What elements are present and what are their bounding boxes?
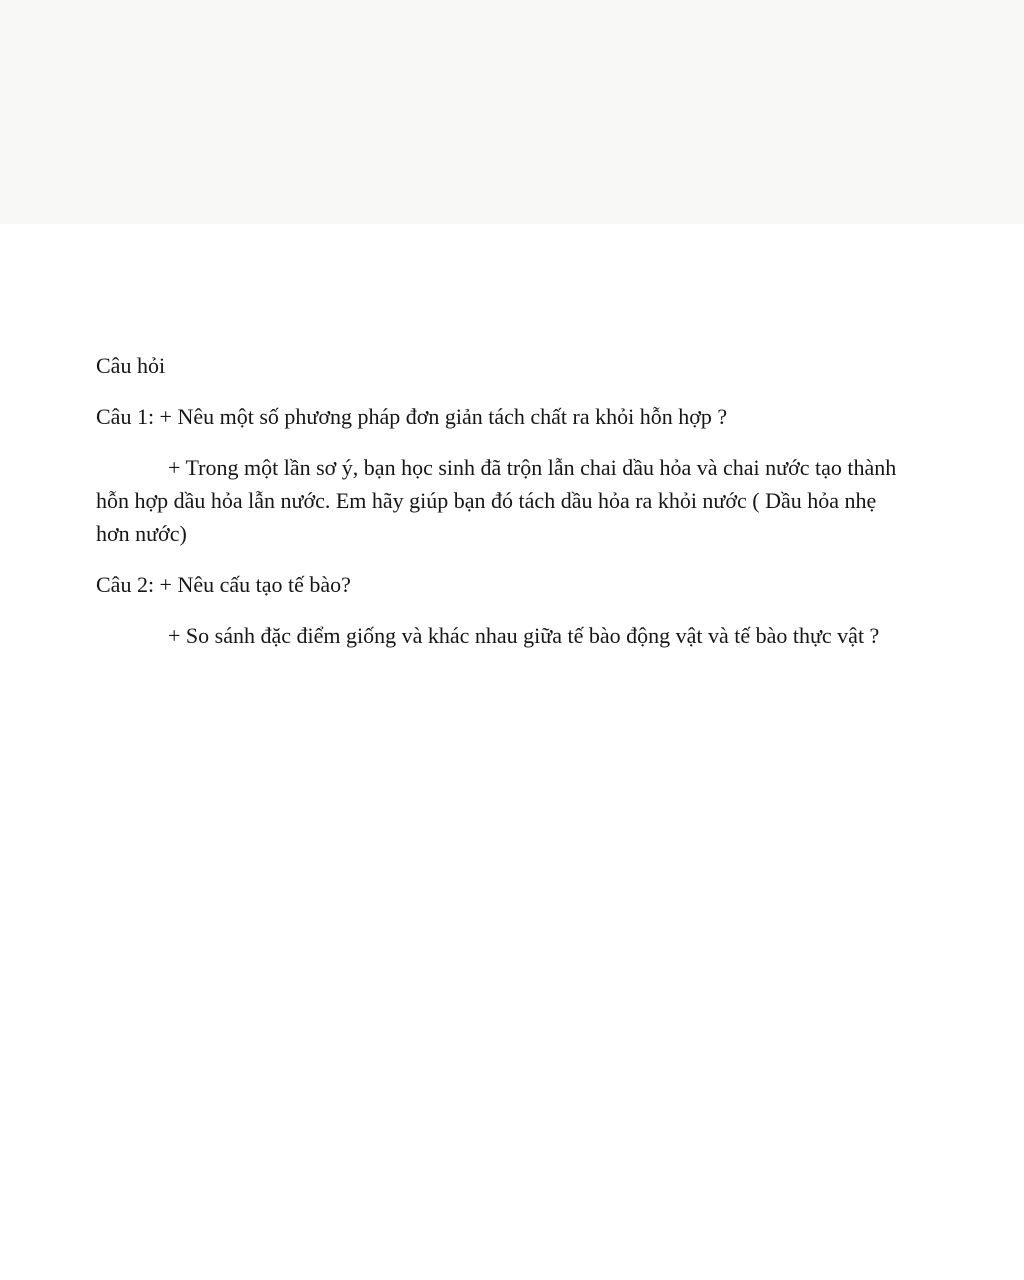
heading: Câu hỏi xyxy=(96,353,166,378)
question-2-part-2: + So sánh đặc điểm giống và khác nhau giữa tế bào động vật và tế bào thực vật ? xyxy=(168,623,880,648)
top-margin-band xyxy=(0,0,1024,224)
question-1-part-2: + Trong một lần sơ ý, bạn học sinh đã trộn lẫn chai dầu hỏa và chai nước tạo thành hỗn hợp dầu hỏa lẫn nước. Em hãy giúp bạn đó tách dầu hỏa ra khỏi nước ( Dầu hỏa nhẹ hơn nước) xyxy=(96,455,897,546)
document-body xyxy=(96,349,908,670)
document-page xyxy=(0,224,1024,1280)
question-2-part-1: Câu 2: + Nêu cấu tạo tế bào? xyxy=(96,572,351,597)
question-1-part-1: Câu 1: + Nêu một số phương pháp đơn giản tách chất ra khỏi hỗn hợp ? xyxy=(96,404,728,429)
